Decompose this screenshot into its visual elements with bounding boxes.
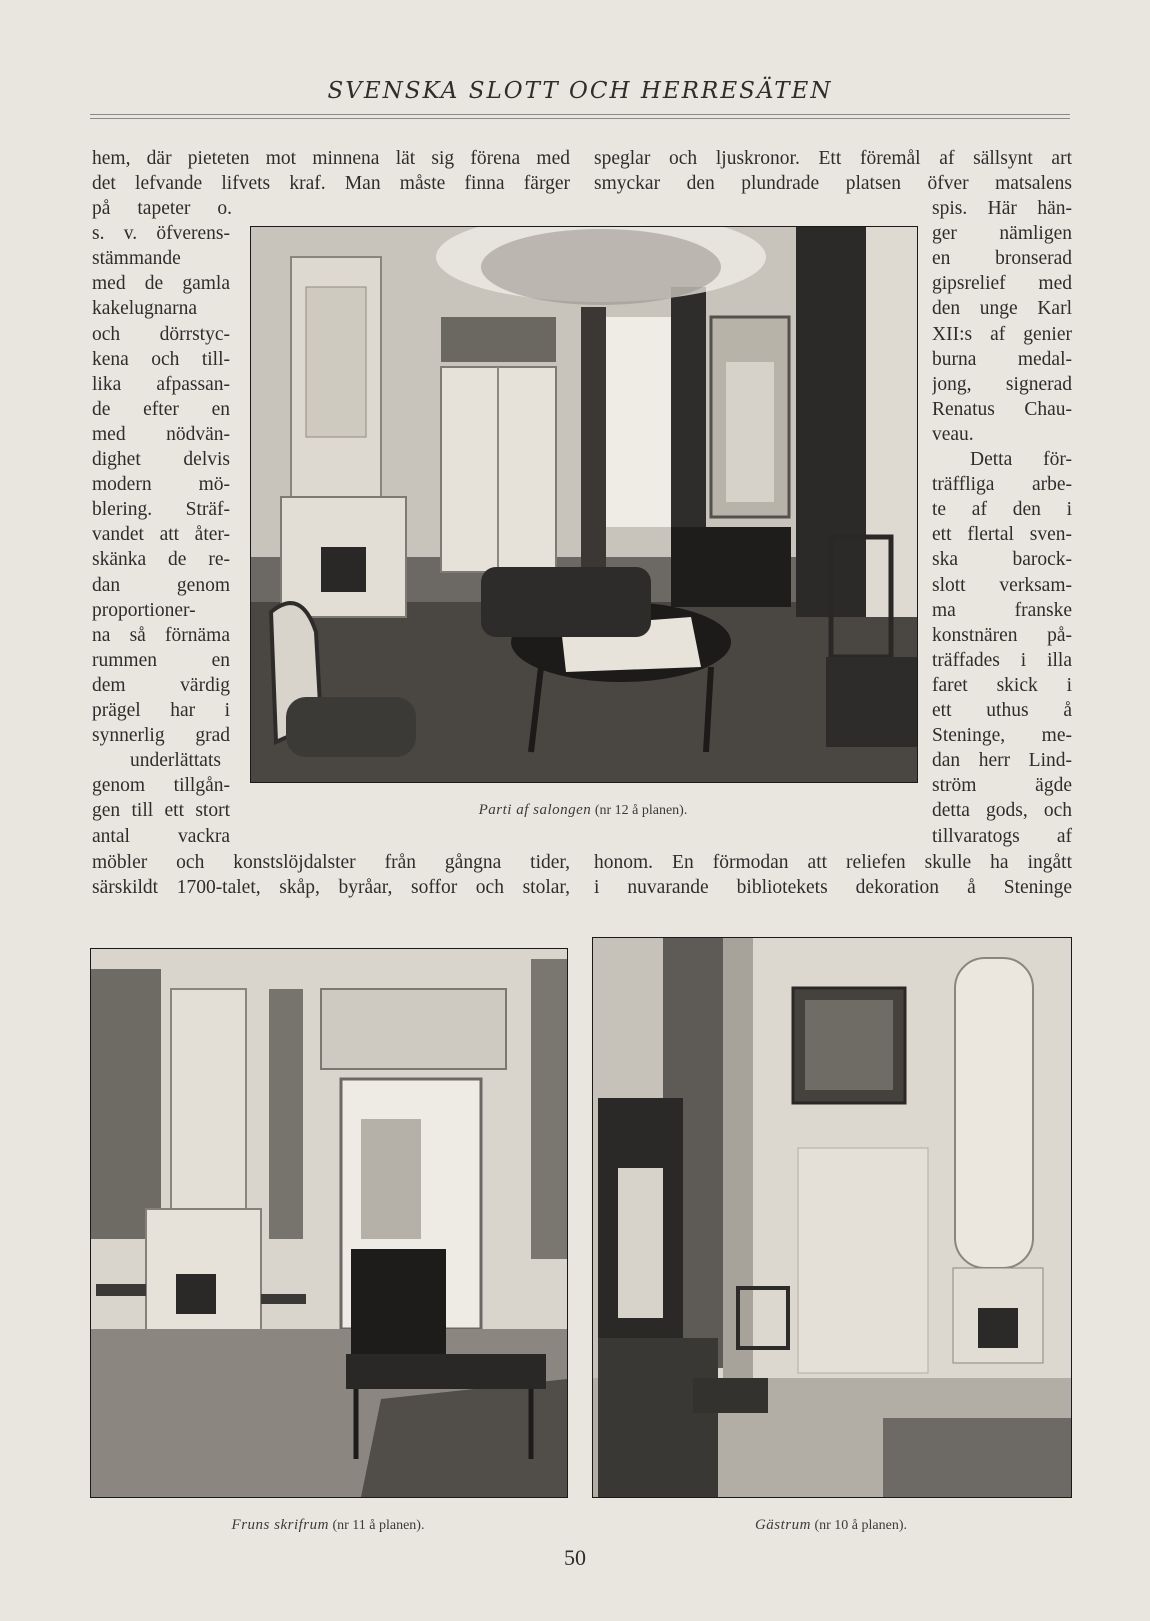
study-photo-image: [91, 949, 567, 1497]
text-line: skänka de re-: [92, 549, 230, 571]
salon-photograph: [250, 226, 918, 783]
text-line: särskildt 1700-talet, skåp, byråar, soffor och stolar,: [92, 877, 570, 898]
text-line: ett uthus å: [932, 700, 1072, 721]
text-line: ger nämligen: [932, 223, 1072, 245]
text-line: s. v. öfverens-: [92, 223, 230, 245]
salon-caption: [250, 802, 916, 819]
text-line: genom tillgån-: [92, 775, 230, 797]
salon-caption-title: Parti af salongen: [478, 802, 592, 818]
text-line: spis. Här hän-: [932, 198, 1072, 219]
text-line: Renatus Chau-: [932, 398, 1072, 420]
running-head: SVENSKA SLOTT OCH HERRESÄTEN: [327, 78, 833, 104]
guest-room-photo-image: [593, 938, 1071, 1497]
guest-room-caption-title: Gästrum: [754, 1517, 811, 1533]
text-line: burna medal-: [932, 348, 1072, 370]
text-line: underlättats: [130, 750, 221, 772]
text-line: den unge Karl: [932, 298, 1072, 320]
salon-photo-image: [251, 227, 917, 782]
text-line: faret skick i: [932, 674, 1072, 696]
text-line: träffades i illa: [932, 649, 1072, 671]
text-line: te af den i: [932, 499, 1072, 521]
text-line: på tapeter o.: [92, 198, 232, 219]
text-line: lika afpassan-: [92, 373, 230, 395]
text-line: detta gods, och: [932, 800, 1072, 822]
text-line: honom. En förmodan att reliefen skulle ha ingått: [594, 852, 1072, 873]
text-line: na så förnäma: [92, 624, 230, 646]
text-line: Steninge, me-: [932, 725, 1072, 747]
text-line: ma franske: [932, 599, 1072, 621]
text-line: vandet att åter-: [92, 524, 230, 546]
text-line: ett flertal sven-: [932, 524, 1072, 546]
header-rule-lower: [90, 118, 1070, 119]
text-line: träffliga arbe-: [932, 474, 1072, 496]
text-line: smyckar den plundrade platsen öfver matsalens: [594, 173, 1072, 194]
text-line: ska barock-: [932, 549, 1072, 571]
study-photograph: [90, 948, 568, 1498]
text-line: hem, där pieteten mot minnena lät sig förena med: [92, 148, 570, 169]
guest-room-photograph: [592, 937, 1072, 1498]
text-line: möbler och konstslöjdalster från gångna tider,: [92, 852, 570, 873]
text-line: prägel har i: [92, 700, 230, 721]
text-line: kakelugnarna: [92, 298, 198, 320]
text-line: kena och till-: [92, 348, 230, 370]
guest-room-caption-ref: (nr 10 å planen).: [814, 1518, 908, 1533]
text-line: slott verksam-: [932, 574, 1072, 596]
text-line: med nödvän-: [92, 423, 230, 445]
study-caption-ref: (nr 11 å planen).: [332, 1518, 425, 1533]
text-line: konstnären på-: [932, 624, 1072, 646]
text-line: dan herr Lind-: [932, 750, 1072, 772]
text-line: proportioner-: [92, 599, 196, 621]
header-rule: [90, 114, 1070, 115]
page-number: 50: [564, 1545, 586, 1570]
text-line: gipsrelief med: [932, 273, 1072, 295]
text-line: med de gamla: [92, 273, 230, 295]
text-line: antal vackra: [92, 825, 230, 847]
study-caption: [90, 1517, 566, 1534]
guest-room-caption: [592, 1517, 1070, 1534]
text-line: jong, signerad: [932, 373, 1072, 395]
text-line: ström ägde: [932, 775, 1072, 797]
text-line: synnerlig grad: [92, 725, 230, 747]
text-line: speglar och ljuskronor. Ett föremål af sällsynt art: [594, 148, 1072, 169]
text-line: tillvaratogs af: [932, 825, 1072, 847]
text-line: modern mö-: [92, 474, 230, 496]
text-line: Detta för-: [970, 449, 1072, 470]
text-line: dem värdig: [92, 674, 230, 696]
text-line: dan genom: [92, 574, 230, 596]
text-line: dighet delvis: [92, 449, 230, 470]
text-line: det lefvande lifvets kraf. Man måste finna färger: [92, 173, 570, 194]
text-line: blering. Sträf-: [92, 499, 230, 521]
text-line: rummen en: [92, 649, 230, 671]
text-line: i nuvarande bibliotekets dekoration å Steninge: [594, 877, 1072, 898]
text-line: de efter en: [92, 398, 230, 420]
text-line: gen till ett stort: [92, 800, 230, 822]
text-line: en bronserad: [932, 248, 1072, 270]
text-line: och dörrstyc-: [92, 323, 230, 345]
salon-caption-ref: (nr 12 å planen).: [594, 803, 688, 818]
study-caption-title: Fruns skrifrum: [231, 1517, 329, 1533]
text-line: stämmande: [92, 248, 181, 270]
text-line: veau.: [932, 423, 974, 445]
text-line: XII:s af genier: [932, 323, 1072, 345]
